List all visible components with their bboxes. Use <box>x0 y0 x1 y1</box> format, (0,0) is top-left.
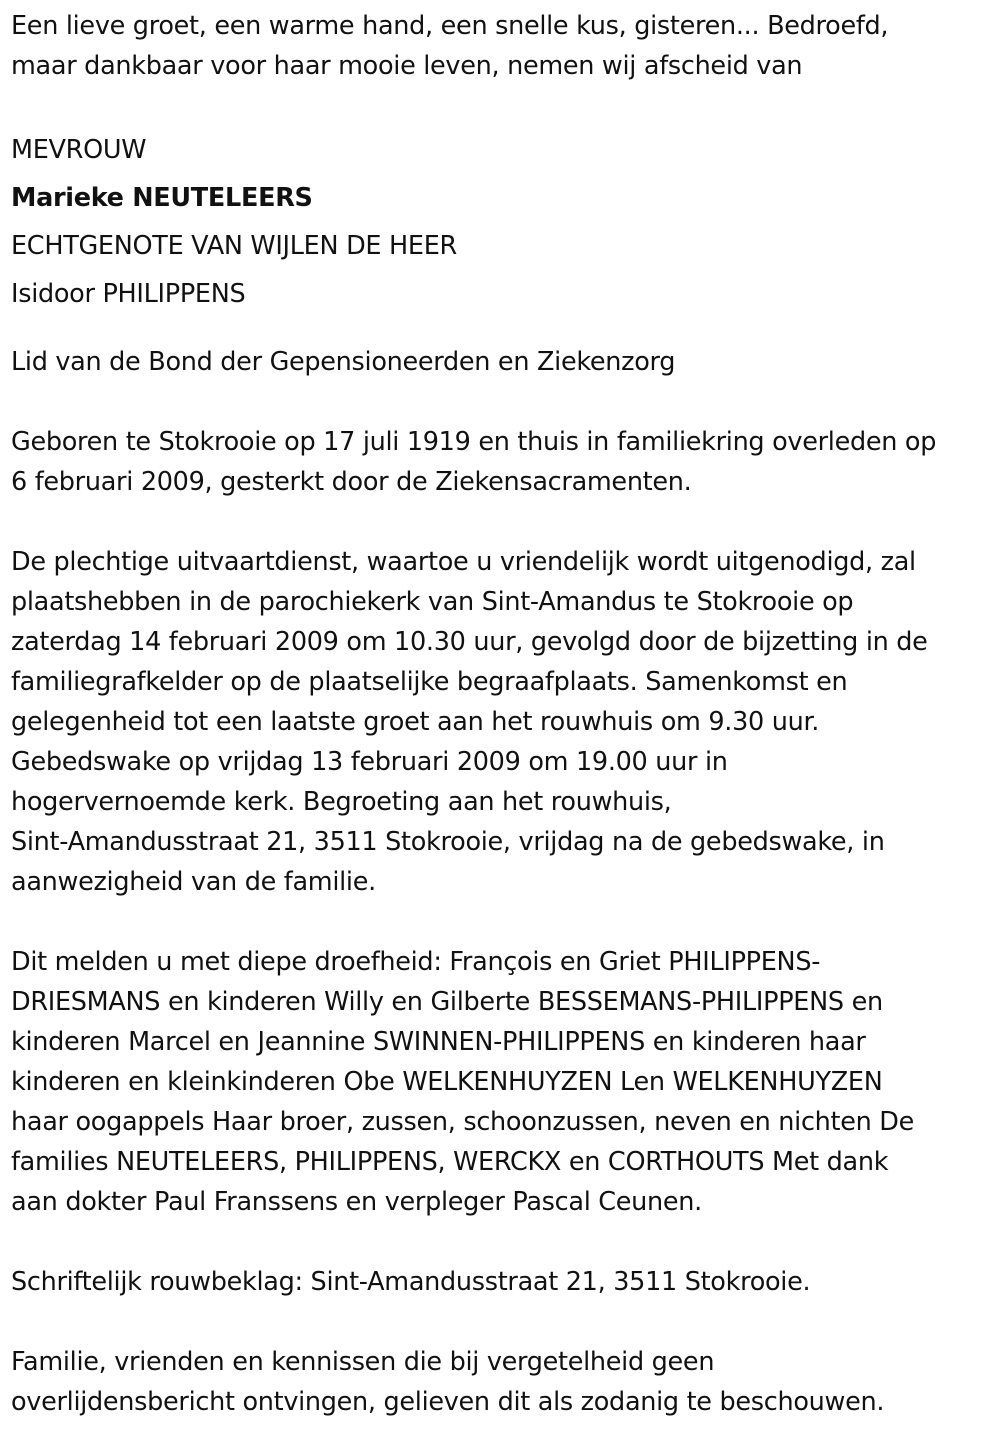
intro-paragraph <box>11 6 991 86</box>
birth-death-line: 6 februari 2009, gesterkt door de Ziekensacramenten. <box>11 467 692 497</box>
funeral-paragraph <box>11 542 991 902</box>
funeral-line: gelegenheid tot een laatste groet aan het rouwhuis om 9.30 uur. <box>11 707 820 737</box>
deceased-name: Marieke NEUTELEERS <box>11 183 313 213</box>
closing-line: overlijdensbericht ontvingen, gelieven dit als zodanig te beschouwen. <box>11 1387 885 1417</box>
spacer <box>11 1222 991 1262</box>
funeral-line: hogervernoemde kerk. Begroeting aan het rouwhuis, <box>11 787 672 817</box>
funeral-line: De plechtige uitvaartdienst, waartoe u vriendelijk wordt uitgenodigd, zal <box>11 547 916 577</box>
obituary-document <box>11 6 991 1422</box>
birth-death-line: Geboren te Stokrooie op 17 juli 1919 en thuis in familiekring overleden op <box>11 427 937 457</box>
closing-line: Familie, vrienden en kennissen die bij vergetelheid geen <box>11 1347 715 1377</box>
deceased-spouse: Isidoor PHILIPPENS <box>11 279 246 309</box>
family-line: families NEUTELEERS, PHILIPPENS, WERCKX en CORTHOUTS Met dank <box>11 1147 889 1177</box>
birth-death-paragraph <box>11 422 991 502</box>
funeral-line: aanwezigheid van de familie. <box>11 867 376 897</box>
deceased-relation: ECHTGENOTE VAN WIJLEN DE HEER <box>11 231 457 261</box>
funeral-line: Gebedswake op vrijdag 13 februari 2009 om 19.00 uur in <box>11 747 728 777</box>
family-line: Dit melden u met diepe droefheid: François en Griet PHILIPPENS- <box>11 947 821 977</box>
intro-line: maar dankbaar voor haar mooie leven, nemen wij afscheid van <box>11 51 803 81</box>
funeral-line: Sint-Amandusstraat 21, 3511 Stokrooie, vrijdag na de gebedswake, in <box>11 827 885 857</box>
closing-paragraph <box>11 1342 991 1422</box>
family-paragraph <box>11 942 991 1222</box>
deceased-title: MEVROUW <box>11 135 147 165</box>
membership-paragraph <box>11 342 991 382</box>
membership-line: Lid van de Bond der Gepensioneerden en Ziekenzorg <box>11 347 676 377</box>
family-line: DRIESMANS en kinderen Willy en Gilberte BESSEMANS-PHILIPPENS en <box>11 987 883 1017</box>
family-line: kinderen Marcel en Jeannine SWINNEN-PHILIPPENS en kinderen haar <box>11 1027 866 1057</box>
spacer <box>11 502 991 542</box>
family-line: haar oogappels Haar broer, zussen, schoonzussen, neven en nichten De <box>11 1107 915 1137</box>
intro-line: Een lieve groet, een warme hand, een snelle kus, gisteren... Bedroefd, <box>11 11 889 41</box>
spacer <box>11 318 991 326</box>
funeral-line: plaatshebben in de parochiekerk van Sint-Amandus te Stokrooie op <box>11 587 854 617</box>
spacer <box>11 902 991 942</box>
family-line: kinderen en kleinkinderen Obe WELKENHUYZEN Len WELKENHUYZEN <box>11 1067 883 1097</box>
condolence-paragraph <box>11 1262 991 1302</box>
spacer <box>11 86 991 126</box>
family-line: aan dokter Paul Franssens en verpleger Pascal Ceunen. <box>11 1187 702 1217</box>
spacer <box>11 1302 991 1342</box>
funeral-line: zaterdag 14 februari 2009 om 10.30 uur, gevolgd door de bijzetting in de <box>11 627 928 657</box>
condolence-line: Schriftelijk rouwbeklag: Sint-Amandusstraat 21, 3511 Stokrooie. <box>11 1267 811 1297</box>
deceased-heading <box>11 126 991 318</box>
spacer <box>11 382 991 422</box>
funeral-line: familiegrafkelder op de plaatselijke begraafplaats. Samenkomst en <box>11 667 848 697</box>
